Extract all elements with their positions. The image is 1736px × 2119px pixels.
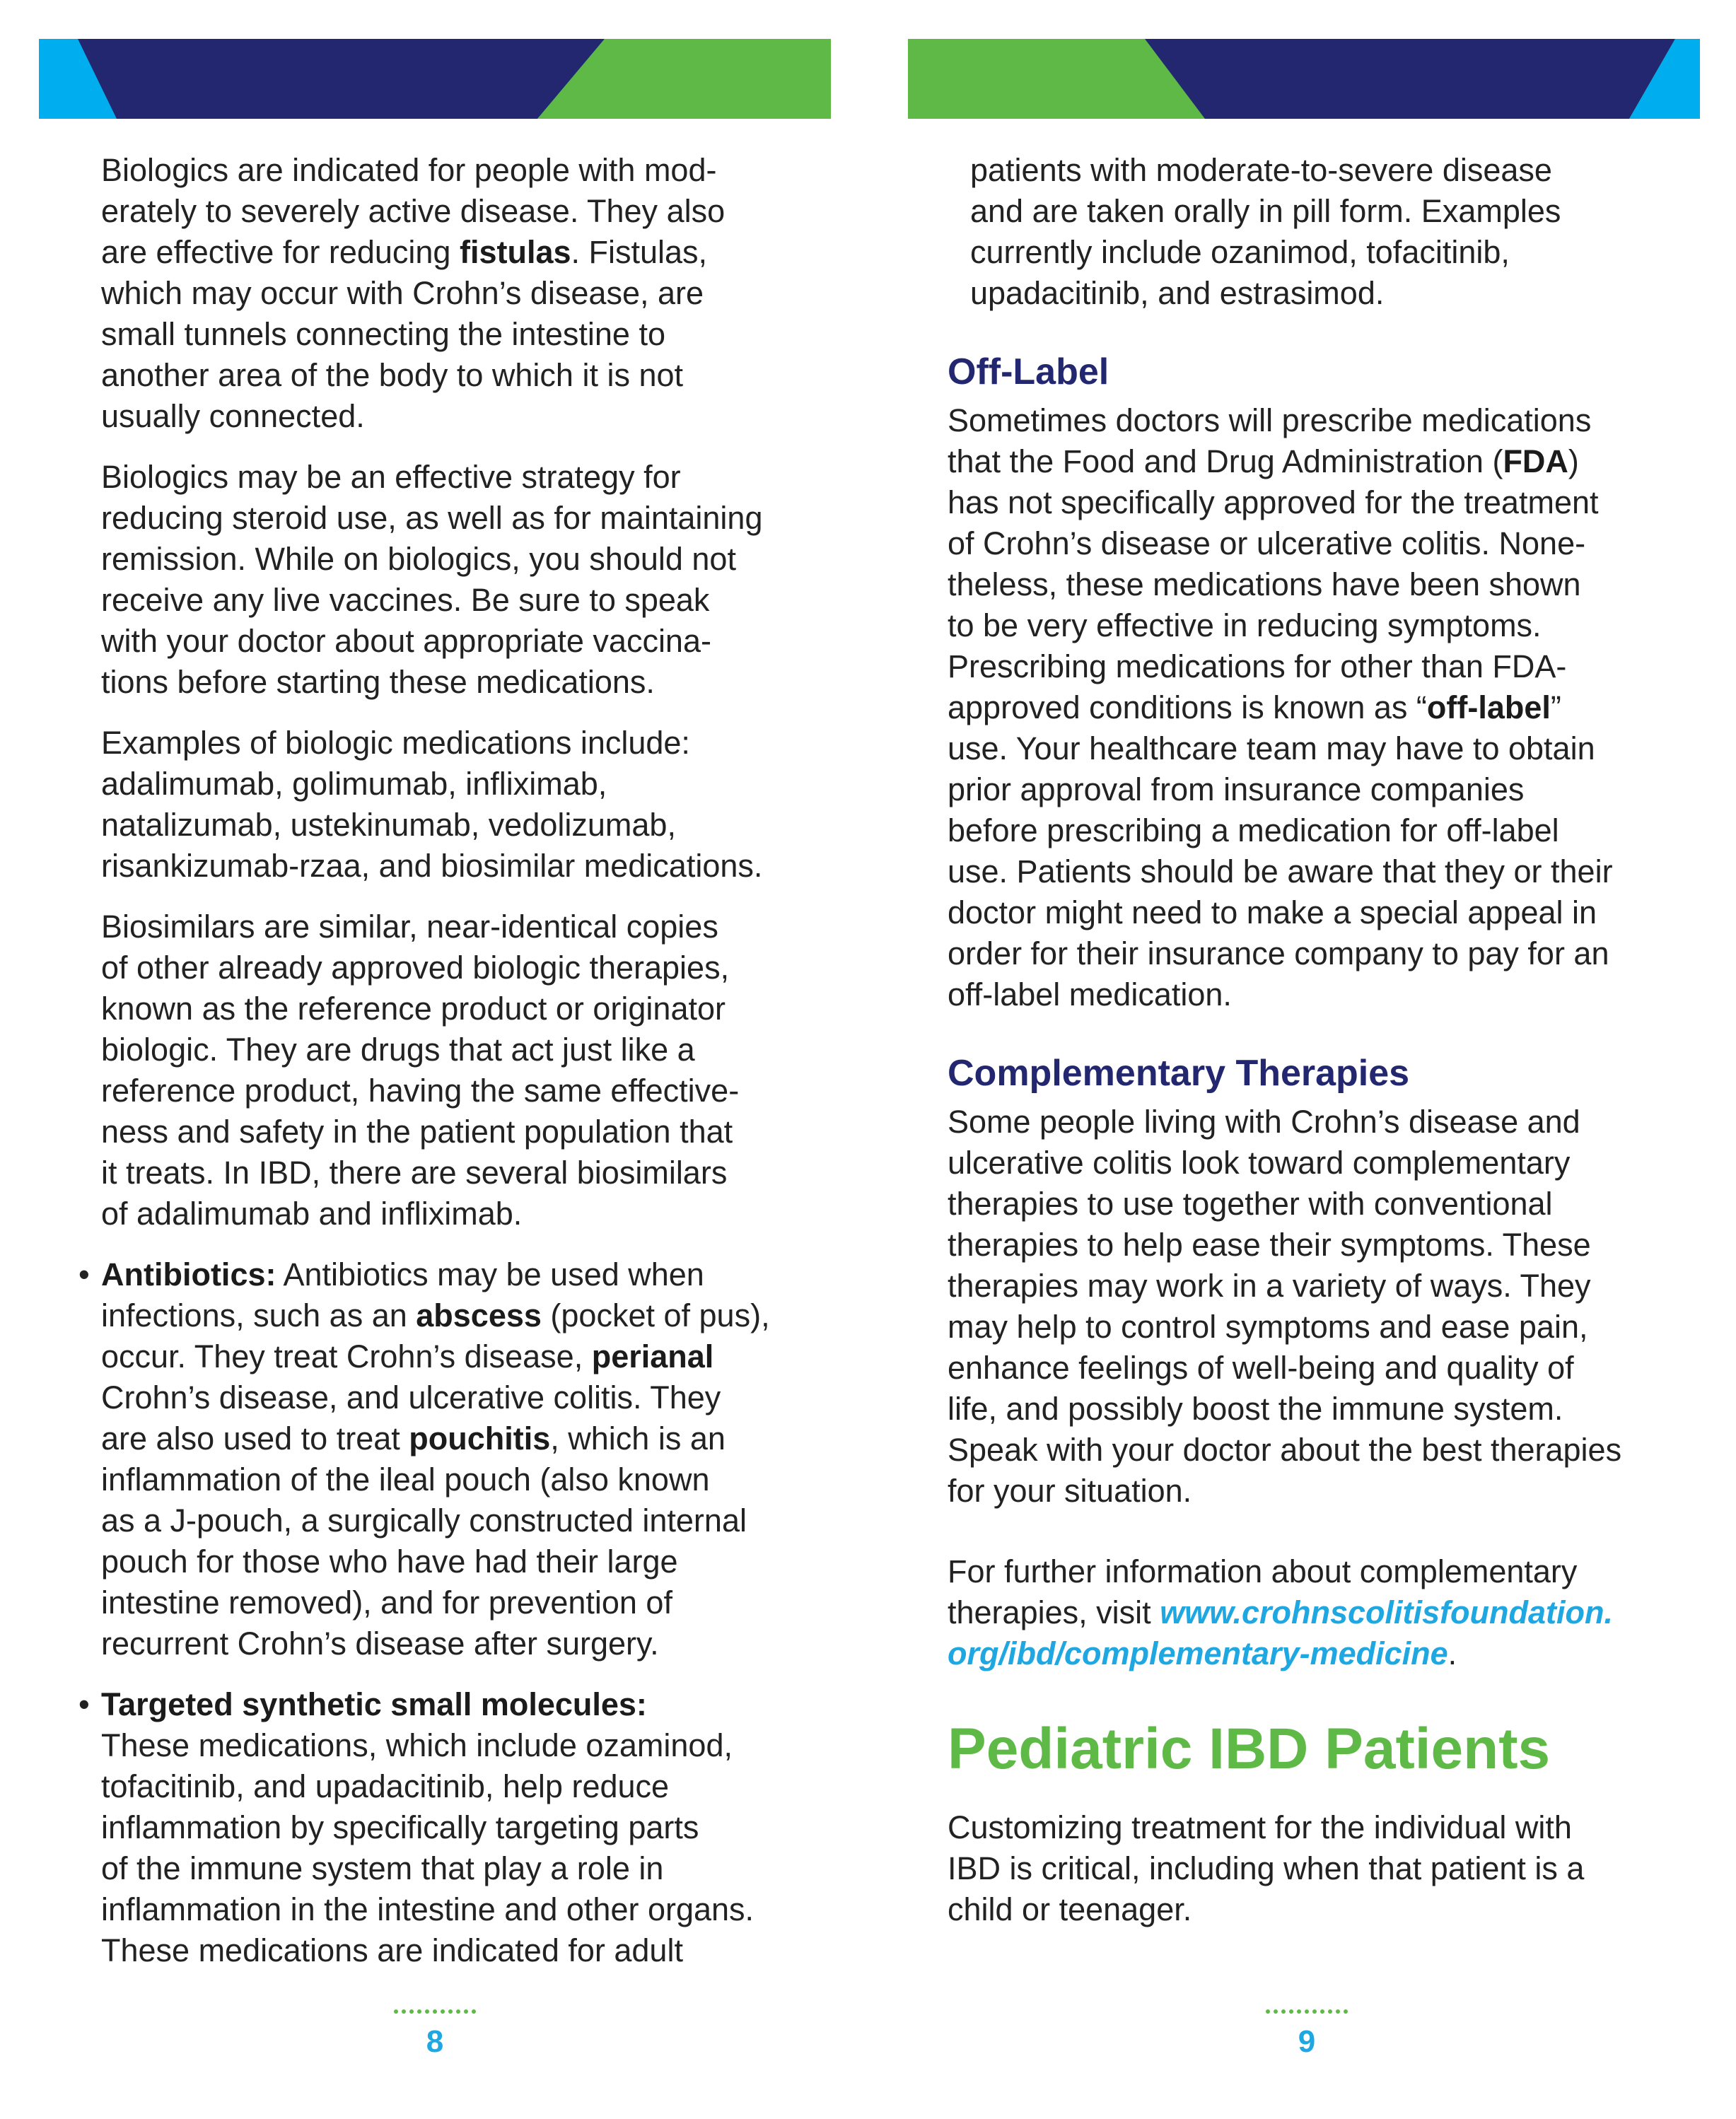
text-line: inflammation of the ileal pouch (also known bbox=[101, 1461, 710, 1498]
bold-term: fistulas bbox=[459, 234, 571, 270]
text-line: biologic. They are drugs that act just like a bbox=[101, 1032, 695, 1068]
off-label-paragraph bbox=[948, 400, 1669, 1015]
text-line: use. Your healthcare team may have to obtain bbox=[948, 730, 1595, 766]
text-line: of other already approved biologic therapies, bbox=[101, 950, 730, 986]
page-number bbox=[1243, 2012, 1370, 2060]
header-banner bbox=[39, 39, 831, 119]
text-line: Customizing treatment for the individual with bbox=[948, 1809, 1572, 1845]
text-line: with your doctor about appropriate vaccina- bbox=[101, 623, 711, 659]
text-line: currently include ozanimod, tofacitinib, bbox=[970, 234, 1510, 270]
banner-navy-band bbox=[1145, 39, 1675, 119]
text-line: pouch for those who have had their large bbox=[101, 1543, 678, 1580]
text-line: erately to severely active disease. They also bbox=[101, 193, 726, 229]
link-text[interactable]: org/ibd/complementary-medicine bbox=[948, 1635, 1448, 1671]
text-line: Biosimilars are similar, near-identical copies bbox=[101, 909, 718, 945]
text-line: ” bbox=[1550, 689, 1561, 725]
complementary-heading: Complementary Therapies bbox=[948, 1053, 1410, 1094]
text-line: adalimumab, golimumab, infliximab, bbox=[101, 766, 607, 802]
text-line: reducing steroid use, as well as for maintaining bbox=[101, 500, 763, 536]
text-line: known as the reference product or originator bbox=[101, 991, 726, 1027]
text-line: may help to control symptoms and ease pain, bbox=[948, 1309, 1588, 1345]
text-line: for your situation. bbox=[948, 1473, 1192, 1509]
text-line: approved conditions is known as “ bbox=[948, 689, 1427, 725]
header-banner-graphic bbox=[39, 39, 831, 119]
text-line: patients with moderate-to-severe disease bbox=[970, 152, 1552, 188]
text-line: therapies may work in a variety of ways. They bbox=[948, 1268, 1591, 1304]
header-banner-graphic bbox=[908, 39, 1700, 119]
text-line: as a J-pouch, a surgically constructed internal bbox=[101, 1502, 747, 1539]
text-line: inflammation in the intestine and other organs. bbox=[101, 1891, 755, 1927]
page-number bbox=[371, 2012, 499, 2060]
text-line: Sometimes doctors will prescribe medications bbox=[948, 402, 1592, 438]
biologics-paragraph bbox=[101, 150, 822, 437]
text-line: before prescribing a medication for off-label bbox=[948, 812, 1559, 848]
text-line: Biologics are indicated for people with mod- bbox=[101, 152, 717, 188]
text-line: ness and safety in the patient population that bbox=[101, 1114, 733, 1150]
text-line: to be very effective in reducing symptoms. bbox=[948, 607, 1542, 643]
text-line: Biologics may be an effective strategy for bbox=[101, 459, 681, 495]
text-line: and are taken orally in pill form. Examples bbox=[970, 193, 1561, 229]
bullet-term: Targeted synthetic small molecules: bbox=[101, 1686, 647, 1722]
text-line: of the immune system that play a role in bbox=[101, 1850, 664, 1886]
text-line: prior approval from insurance companies bbox=[948, 771, 1525, 807]
text-line: These medications are indicated for adult bbox=[101, 1932, 683, 1968]
pediatric-heading: Pediatric IBD Patients bbox=[948, 1717, 1551, 1781]
banner-navy-band bbox=[78, 39, 605, 119]
text-line: These medications, which include ozaminod, bbox=[101, 1727, 733, 1763]
text-line: (pocket of pus), bbox=[541, 1297, 770, 1333]
text-line: Crohn’s disease, and ulcerative colitis. They bbox=[101, 1379, 721, 1415]
text-line: upadacitinib, and estrasimod. bbox=[970, 275, 1385, 311]
bold-term: FDA bbox=[1503, 443, 1568, 479]
bold-term: perianal bbox=[591, 1338, 714, 1374]
link-text[interactable]: www.crohnscolitisfoundation. bbox=[1160, 1594, 1613, 1630]
text-line: theless, these medications have been shown bbox=[948, 566, 1581, 602]
text-line: . Fistulas, bbox=[571, 234, 708, 270]
text-line: are also used to treat bbox=[101, 1420, 409, 1457]
text-line: doctor might need to make a special appeal in bbox=[948, 894, 1597, 930]
text-line: child or teenager. bbox=[948, 1891, 1192, 1927]
text-line: it treats. In IBD, there are several biosimilars bbox=[101, 1155, 728, 1191]
bullet-term: Antibiotics: bbox=[101, 1256, 276, 1292]
text-line: therapies, visit bbox=[948, 1594, 1160, 1630]
text-line: are effective for reducing bbox=[101, 234, 460, 270]
text-line: life, and possibly boost the immune system. bbox=[948, 1391, 1563, 1427]
text-line: For further information about complementary bbox=[948, 1553, 1578, 1589]
text-line: , which is an bbox=[550, 1420, 726, 1457]
text-line: Examples of biologic medications include: bbox=[101, 725, 690, 761]
text-line: off-label medication. bbox=[948, 976, 1232, 1012]
targeted-molecules-bullet bbox=[78, 1684, 822, 1971]
pediatric-paragraph bbox=[948, 1807, 1669, 1930]
bold-term: off-label bbox=[1426, 689, 1551, 725]
page-number-text: 8 bbox=[426, 2024, 444, 2059]
bullet-icon: • bbox=[78, 1686, 90, 1722]
text-line: that the Food and Drug Administration ( bbox=[948, 443, 1503, 479]
complementary-paragraph bbox=[948, 1102, 1669, 1512]
biosimilars-paragraph bbox=[101, 906, 822, 1234]
text-line: of adalimumab and infliximab. bbox=[101, 1196, 523, 1232]
text-line: ulcerative colitis look toward complementary bbox=[948, 1145, 1571, 1181]
antibiotics-bullet bbox=[78, 1254, 822, 1664]
text-line: receive any live vaccines. Be sure to speak bbox=[101, 582, 710, 618]
text-line: recurrent Crohn’s disease after surgery. bbox=[101, 1625, 659, 1662]
text-line: tions before starting these medications. bbox=[101, 664, 655, 700]
bullet-icon: • bbox=[78, 1256, 90, 1292]
bold-term: pouchitis bbox=[409, 1420, 551, 1457]
text-line: ) bbox=[1568, 443, 1579, 479]
text-line: remission. While on biologics, you should not bbox=[101, 541, 736, 577]
further-info-paragraph bbox=[948, 1551, 1669, 1674]
text-line: tofacitinib, and upadacitinib, help reduce bbox=[101, 1768, 670, 1804]
text-line: Antibiotics may be used when bbox=[276, 1256, 704, 1292]
text-line: use. Patients should be aware that they or their bbox=[948, 853, 1613, 889]
text-line: Speak with your doctor about the best therapies bbox=[948, 1432, 1622, 1468]
text-line: therapies to help ease their symptoms. These bbox=[948, 1227, 1591, 1263]
continuation-paragraph bbox=[948, 150, 1669, 314]
right-page bbox=[868, 0, 1736, 2119]
steroid-paragraph bbox=[101, 457, 822, 703]
text-line: occur. They treat Crohn’s disease, bbox=[101, 1338, 592, 1374]
bold-term: abscess bbox=[416, 1297, 542, 1333]
text-line: IBD is critical, including when that patient is a bbox=[948, 1850, 1585, 1886]
text-line: usually connected. bbox=[101, 398, 365, 434]
page-number-text: 9 bbox=[1298, 2024, 1316, 2059]
text-line: inflammation by specifically targeting parts bbox=[101, 1809, 699, 1845]
left-column bbox=[78, 150, 822, 1991]
examples-paragraph bbox=[101, 723, 822, 887]
text-line: intestine removed), and for prevention of bbox=[101, 1584, 672, 1621]
text-line: reference product, having the same effective- bbox=[101, 1073, 740, 1109]
text-line: has not specifically approved for the treatment bbox=[948, 484, 1599, 520]
right-column bbox=[948, 150, 1669, 1950]
text-line: . bbox=[1447, 1635, 1457, 1671]
text-line: of Crohn’s disease or ulcerative colitis. None- bbox=[948, 525, 1586, 561]
text-line: therapies to use together with conventional bbox=[948, 1186, 1553, 1222]
text-line: natalizumab, ustekinumab, vedolizumab, bbox=[101, 807, 676, 843]
text-line: another area of the body to which it is not bbox=[101, 357, 684, 393]
text-line: Prescribing medications for other than FDA- bbox=[948, 648, 1567, 684]
off-label-heading: Off-Label bbox=[948, 351, 1109, 392]
text-line: Some people living with Crohn’s disease and bbox=[948, 1104, 1580, 1140]
text-line: order for their insurance company to pay for an bbox=[948, 935, 1609, 971]
text-line: risankizumab-rzaa, and biosimilar medications. bbox=[101, 848, 763, 884]
text-line: enhance feelings of well-being and quality of bbox=[948, 1350, 1574, 1386]
text-line: infections, such as an bbox=[101, 1297, 416, 1333]
text-line: which may occur with Crohn’s disease, are bbox=[101, 275, 704, 311]
text-line: small tunnels connecting the intestine to bbox=[101, 316, 665, 352]
header-banner bbox=[908, 39, 1700, 119]
